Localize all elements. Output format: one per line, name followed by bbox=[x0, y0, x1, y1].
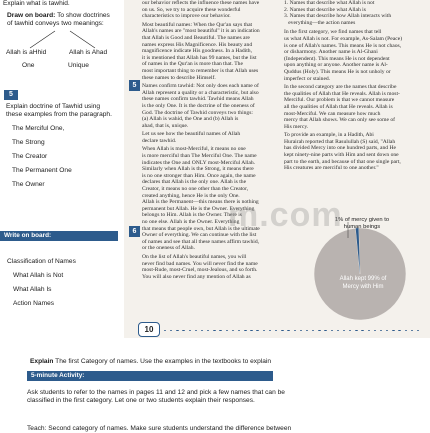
footer-dot bbox=[417, 330, 419, 331]
footer-dot bbox=[386, 330, 388, 331]
book-line: magnificence indicate His goodness. In a Hadith, bbox=[142, 48, 252, 55]
book-line: most-Merciful. We can measure how much bbox=[284, 110, 381, 117]
footer-dot bbox=[361, 330, 363, 331]
footer-dot bbox=[331, 330, 333, 331]
book-line: of names and see that all these names affirm tawhid, bbox=[142, 238, 260, 245]
footer-dot bbox=[337, 330, 339, 331]
book-line: Quddus (Holy). This means He is not unholy or bbox=[284, 68, 391, 75]
book-line: these names confirm tawhid. Tawhid means Allah bbox=[142, 96, 254, 103]
step-5-line-2: these examples from the paragraph. bbox=[6, 111, 112, 119]
book-line: mercy that Allah shows. We can only see some of bbox=[284, 117, 395, 124]
category-item: 2. Names that describe what Allah is bbox=[284, 6, 366, 13]
book-line: Creator, it means no one other than the Creator, bbox=[142, 186, 249, 193]
book-line: most important thing to remember is that Allah uses bbox=[142, 67, 259, 74]
footer-dot bbox=[374, 330, 376, 331]
footer-dot bbox=[355, 330, 357, 331]
book-line: When Allah is most-Merciful, it means no one bbox=[142, 146, 246, 153]
classification-item: What Allah is Not bbox=[13, 272, 64, 279]
footer-dot bbox=[380, 330, 382, 331]
footer-dot bbox=[219, 330, 221, 331]
footer-dot bbox=[201, 330, 203, 331]
book-line: or the oneness of Allah. bbox=[142, 245, 195, 252]
explain-line bbox=[30, 358, 430, 366]
footer-dot bbox=[275, 330, 277, 331]
footer-dot bbox=[232, 330, 234, 331]
footer-dot bbox=[392, 330, 394, 331]
footer-dot bbox=[182, 330, 184, 331]
book-line: all the qualities of Allah that He reveals. Allah is bbox=[284, 103, 393, 110]
footer-dot bbox=[170, 330, 172, 331]
example-item: The Owner bbox=[12, 181, 45, 188]
draw-text-2: of tawhid conveys two meanings: bbox=[7, 20, 104, 28]
footer-dot bbox=[244, 330, 246, 331]
book-line: it is mentioned that Allah has 99 names, but the list bbox=[142, 54, 257, 61]
book-line: the qualities of Allah that He reveals. Allah is most- bbox=[284, 90, 400, 97]
category-list bbox=[284, 0, 424, 26]
explain-label: Explain bbox=[30, 358, 54, 365]
step-6-page-marker: 6 bbox=[129, 226, 140, 237]
pie-big-label bbox=[318, 275, 408, 291]
footer-dot bbox=[349, 330, 351, 331]
examples-list bbox=[12, 125, 72, 195]
category-item: 1. Names that describe what Allah is not bbox=[284, 0, 375, 6]
book-right-column bbox=[284, 0, 424, 172]
book-line: is one of Allah's names. This means He is not chaos, bbox=[284, 42, 402, 49]
example-item: The Merciful One, bbox=[12, 125, 65, 132]
footer-dot bbox=[213, 330, 215, 331]
book-line: or disharmony. Another name is Al-Ghani bbox=[284, 49, 378, 56]
book-line: Allah is the Permanent—this means there is nothing bbox=[142, 199, 259, 206]
footer-dot bbox=[281, 330, 283, 331]
book-line: that Allah is Good and Beautiful. The names are bbox=[142, 34, 250, 41]
footer-dot bbox=[405, 330, 407, 331]
footer-dot bbox=[368, 330, 370, 331]
example-item: The Creator bbox=[12, 153, 48, 160]
draw-label: Draw on board: bbox=[7, 12, 56, 19]
footer-dot bbox=[269, 330, 271, 331]
book-line: permanent but Allah. He is the Owner. Everything bbox=[142, 205, 255, 212]
book-line: upon anything or anyone. Another name is Al- bbox=[284, 62, 388, 69]
footer-dot bbox=[238, 330, 240, 331]
book-line: is more merciful than The Merciful One. The name bbox=[142, 153, 257, 160]
draw-text-1: To show doctrines bbox=[55, 12, 110, 19]
footer-dot bbox=[250, 330, 252, 331]
diagram-right-top: Allah is Ahad bbox=[69, 49, 108, 56]
book-line: Owner of everything. We can continue with the list bbox=[142, 232, 257, 239]
bottom-cut-line: Teach: Second category of names. Make sure students understand the difference between bbox=[27, 425, 292, 432]
page-number-box bbox=[138, 322, 160, 337]
book-line: characteristics to improve our behavior. bbox=[142, 13, 231, 20]
watermark: m.com bbox=[228, 196, 343, 234]
footer-dot bbox=[411, 330, 413, 331]
footer-dot bbox=[398, 330, 400, 331]
page-number: 10 bbox=[144, 325, 154, 334]
write-on-board-bar: Write on board: bbox=[0, 231, 118, 241]
book-line: never find bad names. You will never find the name bbox=[142, 260, 258, 267]
book-line: names express His Magnificence. His beauty and bbox=[142, 41, 253, 48]
diagram-left-top: Allah is aHhid bbox=[6, 49, 47, 56]
footer-dot bbox=[312, 330, 314, 331]
book-line: On the list of Allah's beautiful names, you will bbox=[142, 253, 247, 260]
explain-text: The first Category of names. Use the examples in the textbooks to explain bbox=[53, 358, 272, 365]
step-5-line-1: Explain doctrine of Tawhid using bbox=[6, 103, 101, 110]
pie-big-label-line: Mercy with Him bbox=[342, 284, 384, 290]
book-line: Names confirm tawhid: Not only does each name of bbox=[142, 83, 259, 90]
book-line: God. The doctrine of Tawhid conveys two things: bbox=[142, 109, 253, 116]
book-line: has divided Mercy into one hundred parts, and He bbox=[284, 145, 397, 152]
footer-dot bbox=[207, 330, 209, 331]
book-line: is no one stronger than Him. Once again, the name bbox=[142, 172, 256, 179]
book-line: created anything, hence He is the only One. bbox=[142, 192, 240, 199]
example-item: The Permanent One bbox=[12, 167, 72, 174]
book-line: Allah represent a quality or a characteristic, but also bbox=[142, 89, 259, 96]
book-line: In the second category are the names that describe bbox=[284, 84, 397, 91]
book-line: declares that Allah is the only one. Allah is the bbox=[142, 179, 247, 186]
book-line: these names to describe Himself. bbox=[142, 74, 216, 81]
book-line: (Independent). This means He is not dependent bbox=[284, 55, 390, 62]
category-item: 3. Names that describe how Allah interacts with bbox=[284, 13, 392, 20]
pie-small-label-line: human beings bbox=[343, 224, 381, 230]
book-line: In the first category, we find names that tell bbox=[284, 29, 382, 36]
book-line: His creatures are merciful to one another." bbox=[284, 165, 379, 172]
footer-dot bbox=[306, 330, 308, 331]
book-line: Allah's names are "most beautiful" it is an indication bbox=[142, 28, 260, 35]
book-line: You will also never find any mention of Allah as bbox=[142, 273, 251, 280]
activity-text bbox=[27, 389, 427, 405]
teacher-top-line: Explain what is tawhid. bbox=[3, 0, 70, 7]
book-line: no one else. Allah is the Owner. Everything bbox=[142, 219, 240, 225]
book-line: part to the earth, and because of that one single part, bbox=[284, 158, 401, 165]
footer-dot bbox=[195, 330, 197, 331]
book-line: Let us see how the beautiful names of Allah bbox=[142, 131, 241, 138]
draw-on-board-text bbox=[7, 12, 127, 28]
book-line: Hurairah reported that Rasulullah (S) said, "Allah bbox=[284, 138, 396, 145]
book-line: imperfect or stained. bbox=[284, 75, 331, 82]
footer-dots bbox=[162, 325, 428, 331]
book-line: indicates the One and ONLY most-Merciful Allah. bbox=[142, 159, 256, 166]
footer-dot bbox=[226, 330, 228, 331]
book-line: Similarly when Allah is the Strong, it means there bbox=[142, 166, 254, 173]
book-line: that means that people own, but Allah is the ultimate bbox=[142, 225, 260, 232]
classification-item: Action Names bbox=[13, 300, 55, 307]
pie-small-label-line: 1% of mercy given to bbox=[334, 217, 390, 223]
footer-dot bbox=[343, 330, 345, 331]
classification-item: What Allah Is bbox=[13, 286, 52, 293]
classification-title: Classification of Names bbox=[7, 258, 76, 265]
footer-dot bbox=[263, 330, 265, 331]
book-line: Most beautiful names: When the Qur'an says that bbox=[142, 21, 253, 28]
diagram-right-bottom: Unique bbox=[68, 62, 89, 69]
book-line: us what Allah is not. For example, As-Salam (Peace) bbox=[284, 35, 403, 42]
example-item: The Strong bbox=[12, 139, 45, 146]
footer-dot bbox=[318, 330, 320, 331]
book-line: of names in the Qur'an is more than that. The bbox=[142, 61, 243, 68]
footer-dot bbox=[176, 330, 178, 331]
book-line: To provide an example, in a Hadith, Abi bbox=[284, 132, 374, 139]
footer-dot bbox=[300, 330, 302, 331]
book-line: belongs to Him. Allah is the Owner. There is bbox=[142, 212, 242, 219]
activity-line: classified in the first category. Let one or two students explain their responses. bbox=[27, 397, 255, 405]
book-line: ahad, that is, unique. bbox=[142, 122, 189, 129]
activity-bar: 5-minute Activity: bbox=[27, 371, 273, 381]
footer-dot bbox=[324, 330, 326, 331]
book-line: declare tawhid. bbox=[142, 137, 177, 144]
step-5-text bbox=[6, 103, 126, 119]
footer-dot bbox=[294, 330, 296, 331]
classification-block bbox=[7, 258, 76, 314]
book-line: (a) Allah is wahid, the One and (b) Allah is bbox=[142, 116, 239, 123]
book-line: is the only One. It is the doctrine of the oneness of bbox=[142, 102, 255, 109]
diagram-left-bottom: One bbox=[22, 62, 35, 69]
footer-dot bbox=[164, 330, 166, 331]
footer-dot bbox=[189, 330, 191, 331]
book-line: His mercy. bbox=[284, 123, 309, 130]
step-5-page-marker: 5 bbox=[129, 80, 140, 91]
book-left-column bbox=[142, 0, 272, 280]
book-line: on us. So, we try to acquire these wonderful bbox=[142, 6, 241, 13]
pie-big-label-line: Allah kept 99% of bbox=[339, 276, 387, 282]
footer-dot bbox=[256, 330, 258, 331]
book-line: Merciful. Our problem is that we cannot measure bbox=[284, 97, 395, 104]
footer-dot bbox=[287, 330, 289, 331]
book-line: our behavior reflects the influence these names have bbox=[142, 0, 260, 6]
book-line: most-Rude, most-Cruel, most-Jealous, and so forth. bbox=[142, 267, 258, 274]
step-5-badge: 5 bbox=[4, 90, 18, 100]
activity-line: Ask students to refer to the names in pages 11 and 12 and pick a few names that can be bbox=[27, 389, 285, 396]
category-item: everything—the action names bbox=[284, 19, 356, 26]
book-line: kept ninety-nine parts with Him and sent down one bbox=[284, 152, 399, 159]
